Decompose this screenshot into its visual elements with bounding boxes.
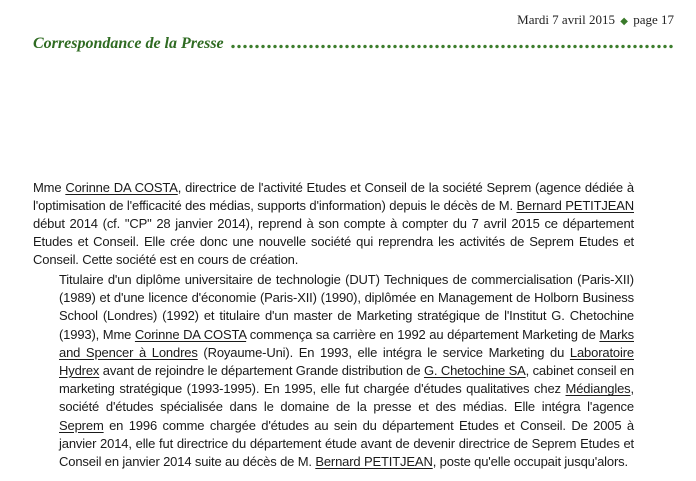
bio-text: avant de rejoindre le département Grande distribution de xyxy=(99,363,424,379)
lead-text: Mme xyxy=(33,180,66,195)
org-link-chetochine[interactable]: G. Chetochine SA xyxy=(423,363,526,379)
lead-text: début 2014 (cf. "CP" 28 janvier 2014), reprend à son compte à compter du 7 avril 2015 ce département Etudes et Conseil. Elle crée donc une nouvelle société qui reprendra les activités de Seprem Etudes et Conseil. Cette société est en cours de création. xyxy=(33,216,634,267)
lead-paragraph xyxy=(33,179,634,269)
page-header-date xyxy=(517,12,674,28)
bio-text: , poste qu'elle occupait jusqu'alors. xyxy=(432,454,628,470)
bio-text: commença sa carrière en 1992 au département Marketing de xyxy=(246,326,600,342)
org-link-seprem[interactable]: Seprem xyxy=(59,417,104,433)
dotted-rule xyxy=(230,44,674,49)
org-link-marks-spencer[interactable]: Marks and Spencer à Londres xyxy=(59,326,634,360)
org-link-hydrex[interactable]: Laboratoire Hydrex xyxy=(59,344,634,379)
bio-text: (Royaume-Uni). En 1993, elle intégra le service Marketing du xyxy=(197,344,570,360)
bio-text: , société d'études spécialisée dans le domaine de la presse et des médias. Elle intégra l'agence xyxy=(59,381,634,415)
bio-text: , cabinet conseil en marketing stratégique (1993-1995). En 1995, elle fut chargée d'études qualitatives chez xyxy=(59,363,634,397)
diamond-separator-icon: ◆ xyxy=(620,16,628,27)
person-link-bernard[interactable]: Bernard PETITJEAN xyxy=(315,454,433,470)
bio-paragraph xyxy=(59,271,634,471)
bio-text: en 1996 comme chargée d'études au sein du département Etudes et Conseil. De 2005 à janvier 2014, elle fut directrice du département étude avant de devenir directrice de Seprem Etudes et Conseil en janvier 2014 suite au décès de M. xyxy=(59,417,634,470)
masthead xyxy=(33,35,674,53)
bio-text: Titulaire d'un diplôme universitaire de technologie (DUT) Techniques de commercialisation (Paris-XII) (1989) et d'une licence d'économie (Paris-XII) (1990), diplômée en Management de Holborn Business School (Londres) (1992) et titulaire d'un master de Marketing stratégique de l'Institut G. Chetochine (1993), Mme xyxy=(59,272,634,342)
person-link-corinne[interactable]: Corinne DA COSTA xyxy=(65,180,178,195)
issue-date: Mardi 7 avril 2015 xyxy=(517,12,615,27)
lead-text: , directrice de l'activité Etudes et Conseil de la société Seprem (agence dédiée à l'optimisation de l'efficacité des médias, supports d'information) depuis le décès de M. xyxy=(33,180,634,213)
page-number: page 17 xyxy=(633,12,674,27)
publication-title: Correspondance de la Presse xyxy=(33,35,224,52)
person-link-corinne[interactable]: Corinne DA COSTA xyxy=(134,326,247,342)
org-link-mediangles[interactable]: Médiangles xyxy=(565,381,631,397)
person-link-bernard[interactable]: Bernard PETITJEAN xyxy=(516,198,634,213)
